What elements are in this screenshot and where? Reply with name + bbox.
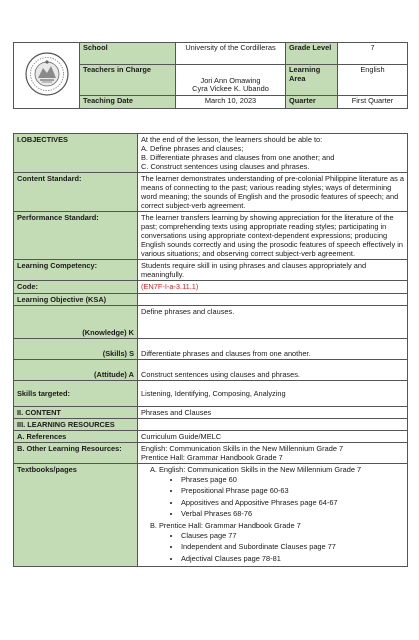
code-row [14,281,408,293]
objectives-intro: At the end of the lesson, the learners should be able to: [141,135,323,144]
grade-level-value: 7 [338,43,408,65]
knowledge-label: (Knowledge) K [14,305,138,338]
skills-targeted-label: Skills targeted: [14,380,138,406]
objective-item: B. Differentiate phrases and clauses from one another; and [141,153,335,163]
skills-targeted-row [14,380,408,406]
competency-label: Learning Competency: [14,260,138,281]
objectives-label: I.OBJECTIVES [14,134,138,173]
other-resource-2: Prentice Hall: Grammar Handbook Grade 7 [141,452,283,462]
content-standard-value: The learner demonstrates understanding of pre-colonial Philippine literature as a means of connecting to the past; various reading styles; ways of determining word meaning; the sounds of English and the prosodic features of speech; and correct subject-verb agreement. [138,173,408,212]
objective-item: A. Define phrases and clauses; [141,144,244,154]
code-label: Code: [14,281,138,293]
references-value: Curriculum Guide/MELC [138,430,408,442]
content-row [14,406,408,418]
teaching-date-value: March 10, 2023 [176,96,286,109]
quarter-value: First Quarter [338,96,408,109]
teacher-1: Jori Ann Omawing [200,75,261,85]
teacher-2: Cyra Vickee K. Ubando [192,84,269,94]
ksa-value [138,293,408,305]
resources-row [14,418,408,430]
learning-area-label: Learning Area [286,65,338,96]
list-item: • Phrases page 60 [181,475,404,484]
textbook-a-pages [159,475,404,519]
other-resources-value [138,442,408,463]
textbooks-row [14,463,408,567]
list-item: • Verbal Phrases 68-76 [181,509,404,518]
performance-standard-label: Performance Standard: [14,212,138,260]
list-item: • Clauses page 77 [181,531,404,540]
list-item: • Adjectival Clauses page 78-81 [181,554,404,563]
skills-label: (Skills) S [14,338,138,359]
textbook-a-title: English: Communication Skills in the New Millennium Grade 7 [159,464,362,474]
content-value: Phrases and Clauses [138,406,408,418]
references-label: A. References [14,430,138,442]
skills-row [14,338,408,359]
textbook-b-title: Prentice Hall: Grammar Handbook Grade 7 [159,520,301,530]
attitude-value: Construct sentences using clauses and phrases. [138,359,408,380]
textbooks-value [138,463,408,567]
other-resources-label: B. Other Learning Resources: [14,442,138,463]
textbooks-label: Textbooks/pages [14,463,138,567]
grade-level-label: Grade Level [286,43,338,65]
content-label: II. CONTENT [14,406,138,418]
resources-value [138,418,408,430]
textbook-b [159,521,404,563]
list-item: • Independent and Subordinate Clauses page 77 [181,542,404,551]
attitude-label: (Attitude) A [14,359,138,380]
quarter-label: Quarter [286,96,338,109]
teachers-label: Teachers in Charge [80,65,176,96]
list-item: • Appositives and Appositive Phrases page 64-67 [181,498,404,507]
teachers-value [176,65,286,96]
textbook-b-pages [159,531,404,563]
attitude-row [14,359,408,380]
objectives-value [138,134,408,173]
ksa-label: Learning Objective (KSA) [14,293,138,305]
school-seal-icon [24,51,70,97]
competency-row [14,260,408,281]
objectives-row [14,134,408,173]
performance-standard-row [14,212,408,260]
teaching-date-label: Teaching Date [80,96,176,109]
list-item: • Prepositional Phrase page 60-63 [181,486,404,495]
code-value: (EN7F-I-a-3.11.1) [138,281,408,293]
objective-item: C. Construct sentences using clauses and phrases. [141,162,310,172]
header-table [13,42,408,109]
other-resource-1: English: Communication Skills in the New Millennium Grade 7 [141,443,344,453]
skills-value: Differentiate phrases and clauses from one another. [138,338,408,359]
school-value: University of the Cordilleras [176,43,286,65]
skills-targeted-value: Listening, Identifying, Composing, Analyzing [138,380,408,406]
content-standard-label: Content Standard: [14,173,138,212]
logo-cell [14,43,80,109]
school-label: School [80,43,176,65]
learning-area-value: English [338,65,408,96]
resources-label: III. LEARNING RESOURCES [14,418,138,430]
content-standard-row [14,173,408,212]
competency-value: Students require skill in using phrases and clauses appropriately and meaningfully. [138,260,408,281]
textbook-list [141,465,404,563]
textbook-a [159,465,404,519]
ksa-row [14,293,408,305]
knowledge-value: Define phrases and clauses. [138,305,408,338]
performance-standard-value: The learner transfers learning by showing appreciation for the literature of the past; comprehending texts using appropriate reading styles; participating in conversations using appropriate context-dependent expressions; producing English sounds correctly and using the prosodic features of speech effectively in various situations; and observing correct subject-verb agreement. [138,212,408,260]
lesson-plan-table [13,133,408,567]
references-row [14,430,408,442]
knowledge-row [14,305,408,338]
other-resources-row [14,442,408,463]
